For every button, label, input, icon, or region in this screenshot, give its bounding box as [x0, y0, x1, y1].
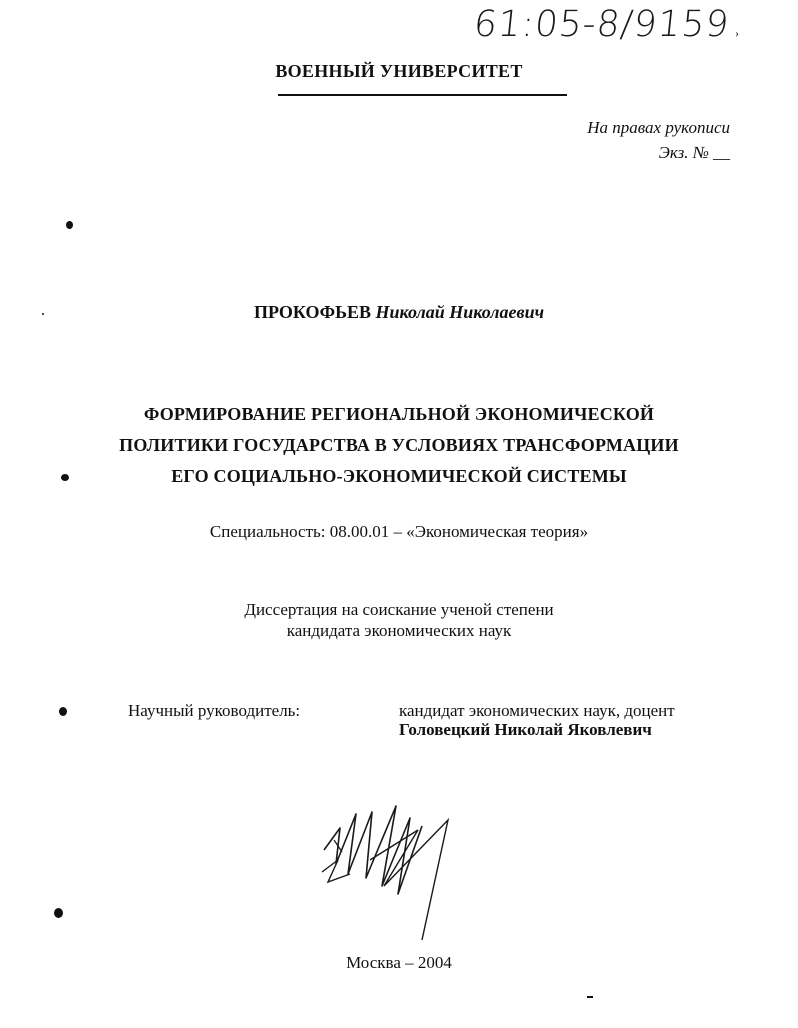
- specialty: Специальность: 08.00.01 – «Экономическая теория»: [209, 522, 589, 541]
- degree-line: Диссертация на соискание ученой степени: [244, 600, 554, 619]
- supervisor-label: Научный руководитель:: [128, 701, 301, 720]
- margin-speck: [66, 221, 73, 229]
- dissertation-title: [0, 399, 798, 492]
- manuscript-note: На правах рукописи: [587, 118, 730, 137]
- author-given-names: Николай Николаевич: [375, 302, 545, 322]
- degree-line: кандидата экономических наук: [286, 621, 512, 640]
- author-surname: ПРОКОФЬЕВ: [253, 302, 372, 322]
- university-underline: [278, 94, 567, 96]
- margin-speck: [59, 707, 67, 716]
- title-line: ЕГО СОЦИАЛЬНО-ЭКОНОМИЧЕСКОЙ СИСТЕМЫ: [171, 466, 627, 486]
- university-name: ВОЕННЫЙ УНИВЕРСИТЕТ: [275, 61, 523, 81]
- place-year: Москва – 2004: [346, 953, 452, 972]
- author-name: [0, 302, 798, 323]
- margin-speck: [54, 908, 63, 918]
- margin-speck: [587, 996, 593, 998]
- archive-stamp: 61:05-8/9159: [471, 4, 732, 45]
- supervisor-name: Головецкий Николай Яковлевич: [399, 720, 652, 739]
- signature: [310, 790, 490, 950]
- supervisor-degree: кандидат экономических наук, доцент: [399, 701, 675, 720]
- stamp-mark: ›: [735, 26, 739, 40]
- title-line: ПОЛИТИКИ ГОСУДАРСТВА В УСЛОВИЯХ ТРАНСФОРМАЦИИ: [119, 435, 679, 455]
- title-line: ФОРМИРОВАНИЕ РЕГИОНАЛЬНОЙ ЭКОНОМИЧЕСКОЙ: [143, 404, 655, 424]
- copy-number-label: Экз. № __: [658, 143, 730, 162]
- degree-statement: [0, 599, 798, 641]
